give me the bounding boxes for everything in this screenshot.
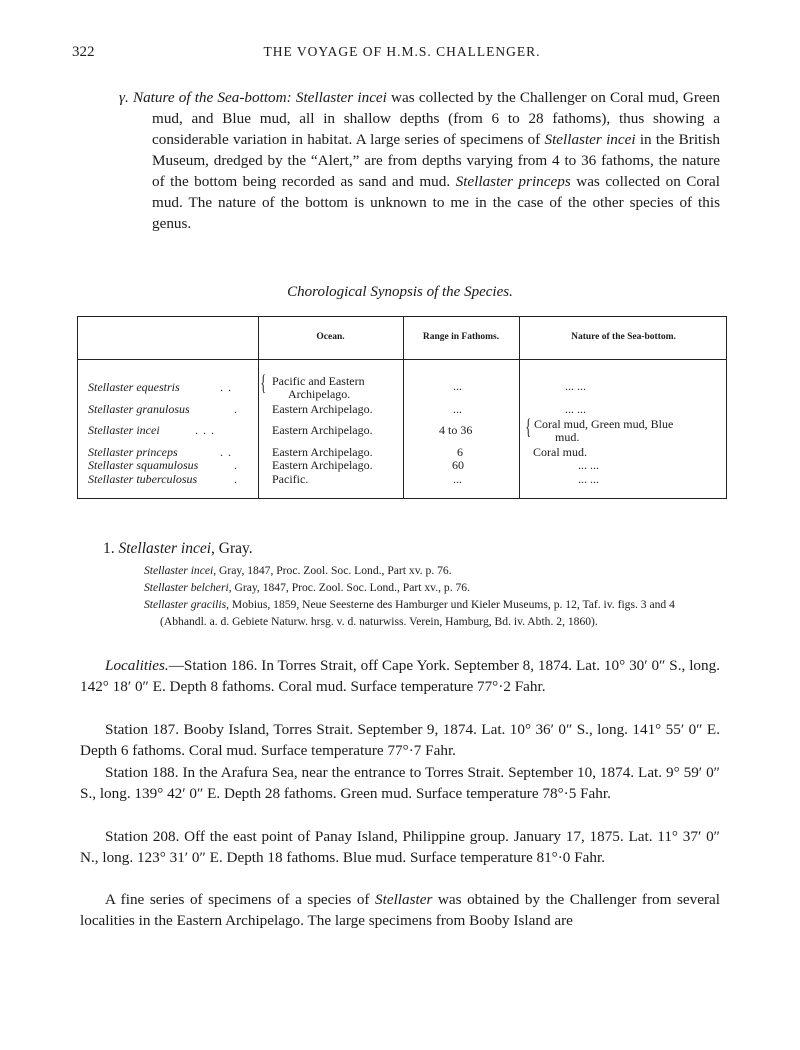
leader-dots: . . . [195,423,215,437]
synonymy-entry: Stellaster gracilis, Mobius, 1859, Neue Seesterne des Hamburger und Kieler Museums, p. 12, Taf. iv. figs. 3 and 4 (Abhandl. a. d. Gebiete Naturw. hrsg. v. d. naturwiss. Verein, Hamburg, Bd. iv. Abth. 2, 1860). [144,598,675,628]
table-cell-range: ... [453,472,462,486]
leader-dots: . [234,472,238,486]
table-caption: Chorological Synopsis of the Species. [287,284,513,300]
table-cell-species: Stellaster squamulosus [88,458,199,472]
page-header [72,44,732,64]
col-header-range: Range in Fathoms. [422,332,500,342]
table-cell-ocean: Eastern Archipelago. [272,402,373,416]
leader-dots: . . [220,445,232,459]
species-ref: Stellaster princeps [455,173,571,190]
running-title: THE VOYAGE OF H.M.S. CHALLENGER. [263,44,541,59]
table-cell-range: 6 [457,445,463,459]
table-cell-species: Stellaster equestris [88,380,180,394]
table-cell-nature-cont: mud. [555,430,580,444]
table-cell-nature: Coral mud. [533,445,587,459]
brace: { [525,414,532,439]
sea-bottom-paragraph: γ. Nature of the Sea-bottom: Stellaster incei was collected by the Challenger on Coral mud, Green mud, and Blue mud, all in shallow depths (from 6 to 28 fathoms), thus showing a considerable variation in habitat. A large series of specimens of Stellaster incei in the British Museum, dredged by the “Alert,” are from depths varying from 4 to 36 fathoms, the nature of the bottom being recorded as sand and mud. Stellaster princeps was collected on Coral mud. The nature of the bottom is unknown to me in the case of the other species of this genus. [119,89,721,232]
table-cell-ocean-cont: Archipelago. [288,387,351,401]
synonymy-entry: Stellaster belcheri, Gray, 1847, Proc. Zool. Soc. Lond., Part xv., p. 76. [144,581,470,594]
localities-label: Localities. [105,657,169,674]
table-cell-range: ... [453,379,462,393]
col-header-nature: Nature of the Sea-bottom. [571,332,676,342]
species-author: , Gray. [211,540,253,557]
localities-station-188: Station 188. In the Arafura Sea, near the entrance to Torres Strait. September 10, 1874. Lat. 9° 59′ 0″ S., long. 139° 42′ 0″ E. Depth 28 fathoms. Green mud. Surface temperature 78°·5 Fahr. [80,764,720,802]
table-cell-species: Stellaster incei [88,423,160,437]
table-cell-nature: ... ... [565,402,586,416]
species-ref: Stellaster incei [295,89,387,106]
leader-dots: . . [220,380,232,394]
table-cell-species: Stellaster granulosus [88,402,190,416]
species-ref: Stellaster [375,891,433,908]
table-divider [519,317,520,498]
localities-station-208: Station 208. Off the east point of Panay Island, Philippine group. January 17, 1875. Lat. 11° 37′ 0″ N., long. 123° 31′ 0″ E. Depth 18 fathoms. Blue mud. Surface temperature 81°·0 Fahr. [80,828,720,866]
leader-dots: . [234,458,238,472]
chorological-table [77,316,727,499]
table-cell-nature: ... ... [578,458,599,472]
table-cell-range: 4 to 36 [439,423,473,437]
table-cell-range: 60 [452,458,464,472]
species-ref: Stellaster incei [544,131,636,148]
page-number: 322 [72,44,95,60]
table-divider [403,317,404,498]
table-cell-nature: ... ... [578,472,599,486]
table-cell-ocean: Eastern Archipelago. [272,423,373,437]
species-number: 1. [103,540,115,557]
localities-station-186: Localities.—Station 186. In Torres Strait, off Cape York. September 8, 1874. Lat. 10° 30′ 0″ S., long. 142° 18′ 0″ E. Depth 8 fathoms. Coral mud. Surface temperature 77°·2 Fahr. [80,657,720,695]
brace: { [260,370,267,395]
col-header-ocean: Ocean. [316,332,345,342]
table-cell-nature: ... ... [565,379,586,393]
localities-station-187: Station 187. Booby Island, Torres Strait. September 9, 1874. Lat. 10° 36′ 0″ S., long. 141° 55′ 0″ E. Depth 6 fathoms. Coral mud. Surface temperature 77°·7 Fahr. [80,721,720,759]
table-cell-ocean: Pacific. [272,472,309,486]
table-cell-nature: Coral mud, Green mud, Blue [534,417,674,431]
table-cell-species: Stellaster tuberculosus [88,472,198,486]
leader-dots: . [234,402,238,416]
species-name: Stellaster incei [118,540,212,557]
synonymy-entry: Stellaster incei, Gray, 1847, Proc. Zool. Soc. Lond., Part xv. p. 76. [144,564,452,577]
table-header-rule [78,359,726,360]
table-cell-species: Stellaster princeps [88,445,178,459]
species-heading [103,540,253,558]
table-cell-ocean: Eastern Archipelago. [272,445,373,459]
table-cell-range: ... [453,402,462,416]
table-cell-ocean: Eastern Archipelago. [272,458,373,472]
table-divider [258,317,259,498]
closing-paragraph: A fine series of specimens of a species of Stellaster was obtained by the Challenger from several localities in the Eastern Archipelago. The large specimens from Booby Island are [80,891,720,929]
table-cell-ocean: Pacific and Eastern [272,374,365,388]
sea-bottom-label: γ. Nature of the Sea-bottom: [119,89,292,106]
